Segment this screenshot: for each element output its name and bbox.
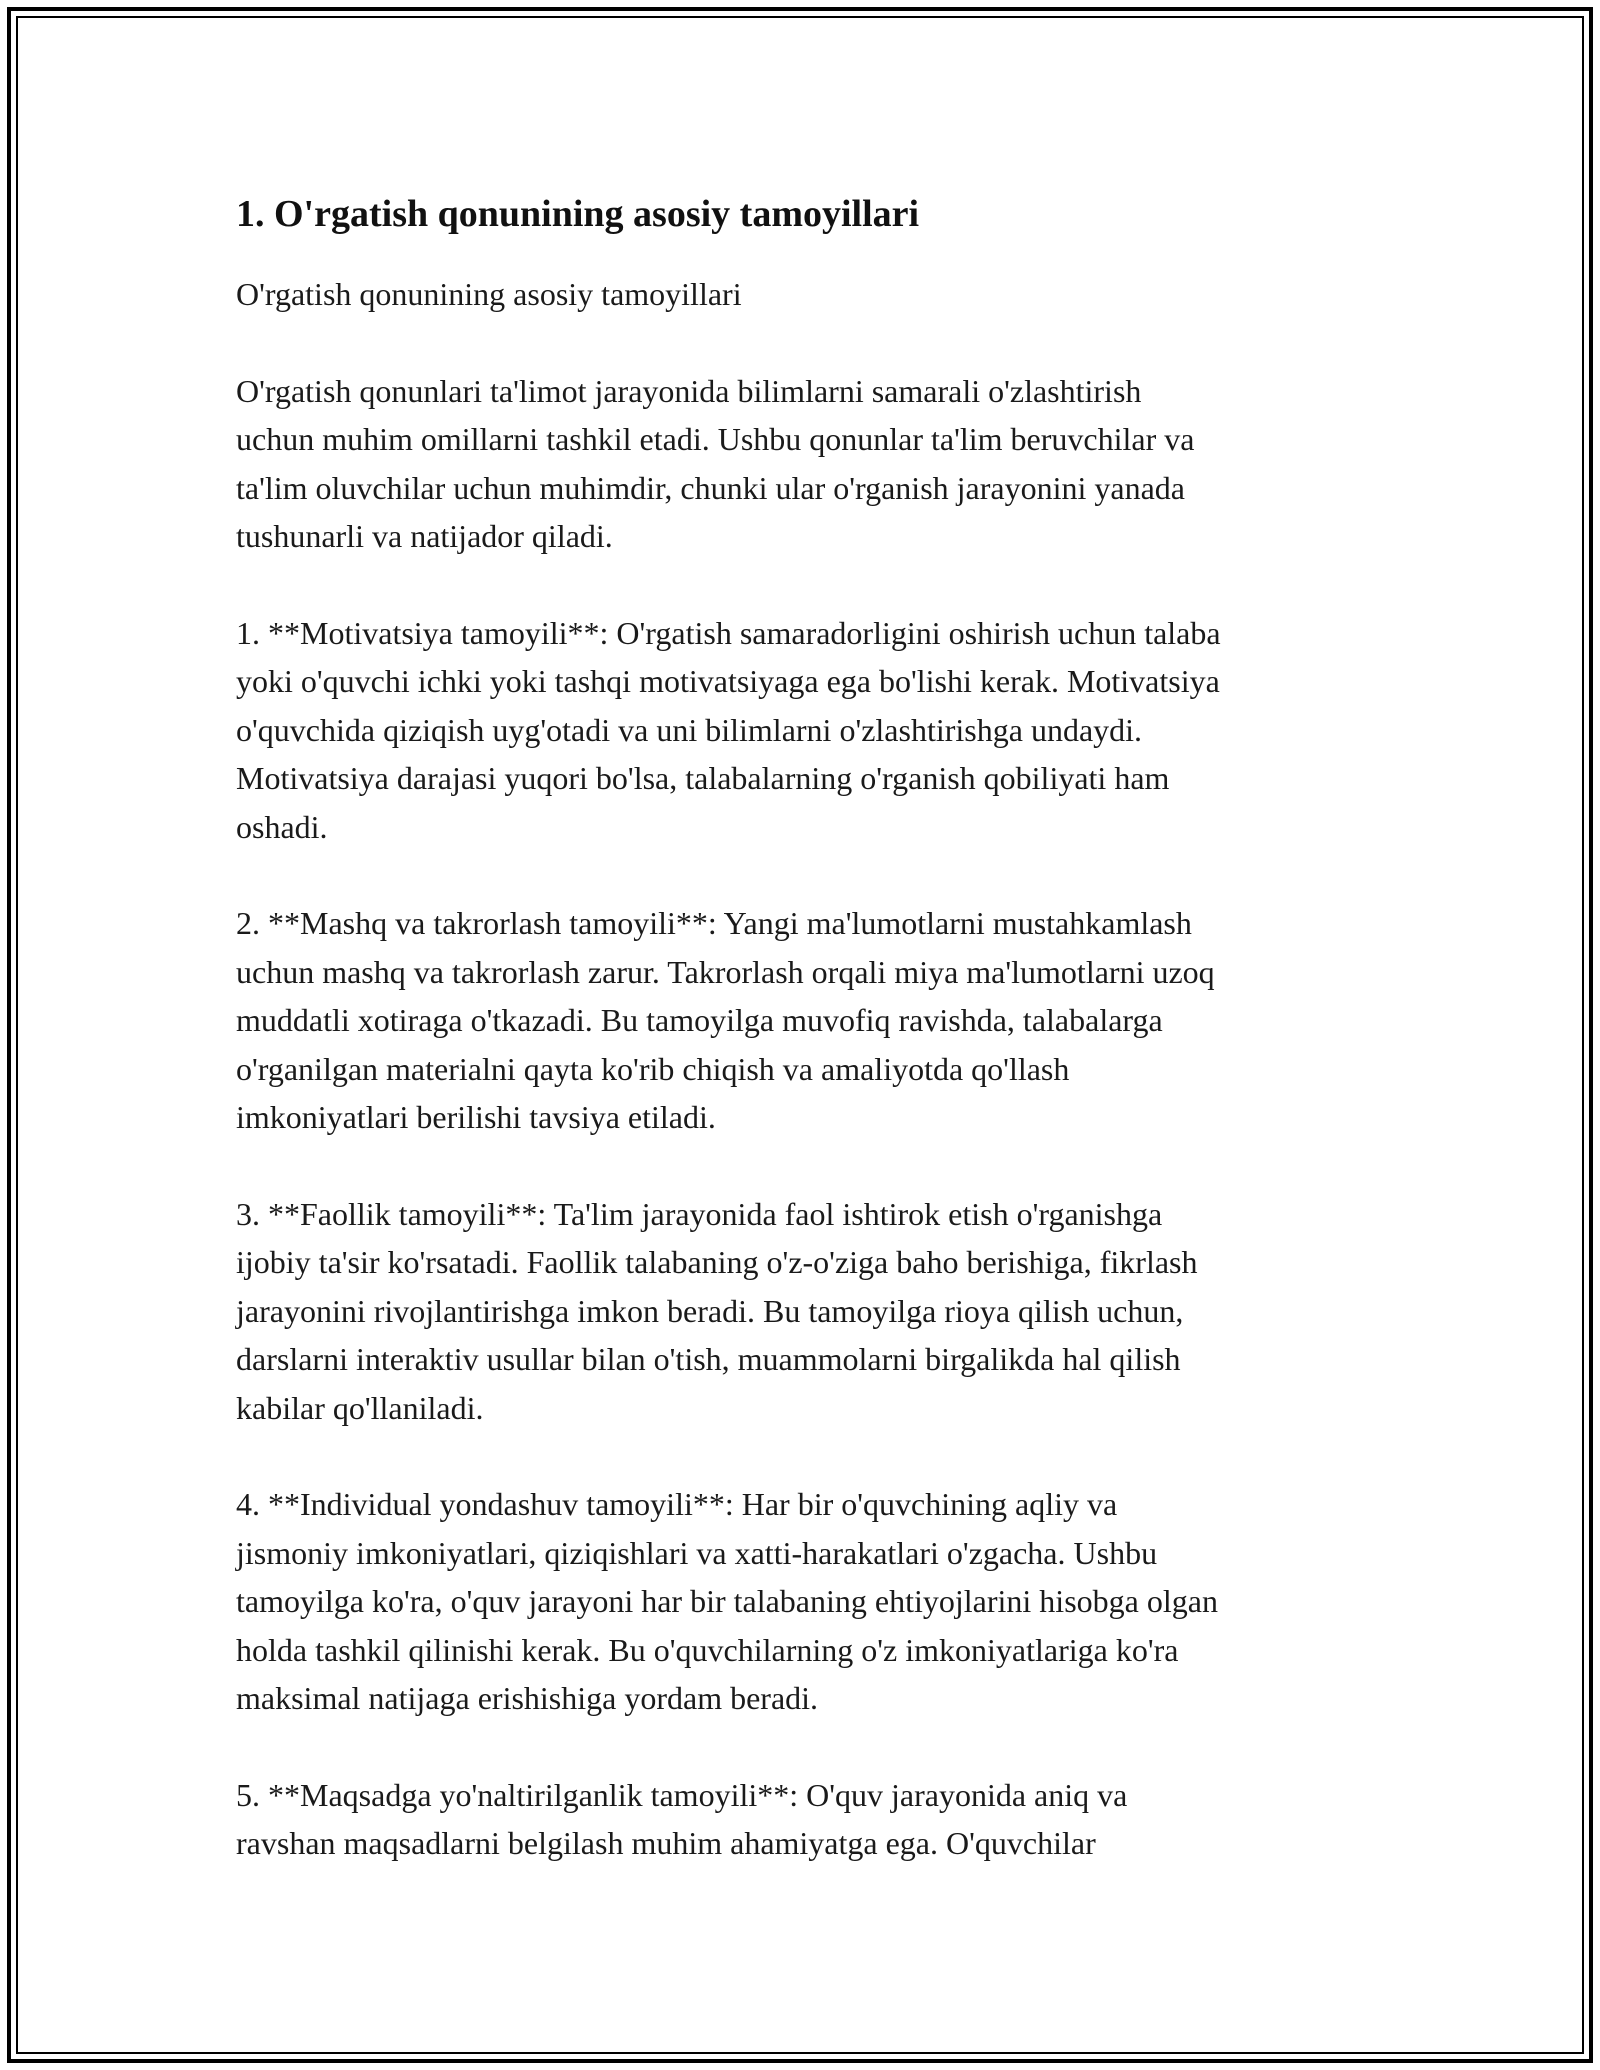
- paragraph-activity-principle: 3. **Faollik tamoyili**: Ta'lim jarayonida faol ishtirok etish o'rganishga ijobiy ta'sir ko'rsatadi. Faollik talabaning o'z-o'ziga baho berishiga, fikrlash jarayonini rivojlantirishga imkon beradi. Bu tamoyilga rioya qilish uchun, darslarni interaktiv usullar bilan o'tish, muammolarni birgalikda hal qilish kabilar qo'llaniladi.: [236, 1195, 1198, 1426]
- paragraph-motivation-principle: 1. **Motivatsiya tamoyili**: O'rgatish samaradorligini oshirish uchun talaba yoki o'quvchi ichki yoki tashqi motivatsiyaga ega bo'lishi kerak. Motivatsiya o'quvchida qiziqish uyg'otadi va uni bilimlarni o'zlashtirishga undaydi. Motivatsiya darajasi yuqori bo'lsa, talabalarning o'rganish qobiliyati ham oshadi.: [236, 614, 1221, 845]
- paragraph-subtitle: O'rgatish qonunining asosiy tamoyillari: [236, 276, 742, 312]
- paragraph-practice-principle: 2. **Mashq va takrorlash tamoyili**: Yangi ma'lumotlarni mustahkamlash uchun mashq va takrorlash zarur. Takrorlash orqali miya ma'lumotlarni uzoq muddatli xotiraga o'tkazadi. Bu tamoyilga muvofiq ravishda, talabalarga o'rganilgan materialni qayta ko'rib chiqish va amaliyotda qo'llash imkoniyatlari berilishi tavsiya etiladi.: [236, 905, 1215, 1135]
- paragraph-intro: O'rgatish qonunlari ta'limot jarayonida bilimlarni samarali o'zlashtirish uchun muhim omillarni tashkil etadi. Ushbu qonunlar ta'lim beruvchilar va ta'lim oluvchilar uchun muhimdir, chunki ular o'rganish jarayonini yanada tushunarli va natijador qiladi.: [236, 372, 1195, 554]
- document-body: [236, 190, 1376, 1916]
- document-title: 1. O'rgatish qonunining asosiy tamoyillari: [236, 193, 920, 235]
- paragraph-individual-principle: 4. **Individual yondashuv tamoyili**: Har bir o'quvchining aqliy va jismoniy imkoniyatlari, qiziqishlari va xatti-harakatlari o'zgacha. Ushbu tamoyilga ko'ra, o'quv jarayoni har bir talabaning ehtiyojlarini hisobga olgan holda tashkil qilinishi kerak. Bu o'quvchilarning o'z imkoniyatlariga ko'ra maksimal natijaga erishishiga yordam beradi.: [236, 1486, 1218, 1716]
- paragraph-goal-principle: 5. **Maqsadga yo'naltirilganlik tamoyili**: O'quv jarayonida aniq va ravshan maqsadlarni belgilash muhim ahamiyatga ega. O'quvchilar: [236, 1776, 1128, 1861]
